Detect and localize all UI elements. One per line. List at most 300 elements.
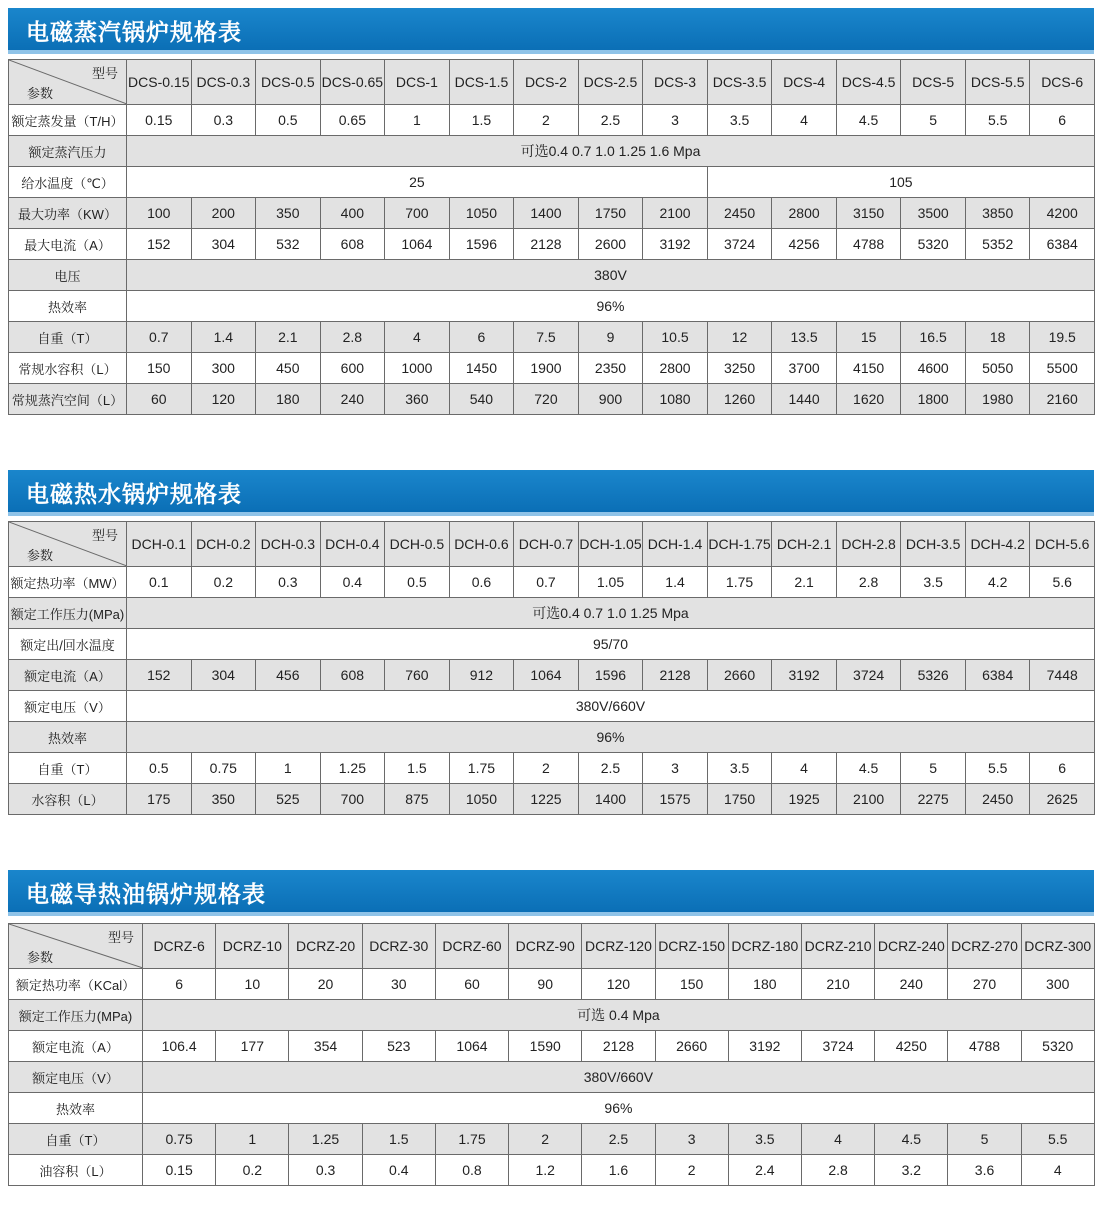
spec-row [9,353,1095,384]
value-cell: 450 [256,353,321,384]
value-cell: 1260 [707,384,772,415]
value-cell: 2.5 [582,1124,655,1155]
value-cell: 1620 [836,384,901,415]
value-cell: 5.5 [1021,1124,1094,1155]
value-cell: 1.5 [385,753,450,784]
value-cell: 9 [578,322,643,353]
value-cell: 16.5 [901,322,966,353]
value-cell: 5500 [1030,353,1095,384]
value-cell: 4 [1021,1155,1094,1186]
parameter-label-cell: 额定电流（A） [9,1031,143,1062]
value-cell: 3.5 [707,105,772,136]
value-cell: 300 [191,353,256,384]
value-cell: 19.5 [1030,322,1095,353]
value-cell: 4788 [836,229,901,260]
spec-row [9,167,1095,198]
value-cell: 540 [449,384,514,415]
value-cell: 2 [655,1155,728,1186]
value-cell: 15 [836,322,901,353]
value-cell: 1925 [772,784,837,815]
model-name-cell: DCS-6 [1030,60,1095,105]
value-cell: 60 [127,384,192,415]
parameter-label-cell: 自重（T） [9,322,127,353]
value-cell: 1.5 [362,1124,435,1155]
value-cell: 2660 [655,1031,728,1062]
value-cell: 0.75 [143,1124,216,1155]
value-cell: 2450 [707,198,772,229]
value-cell: 2100 [643,198,708,229]
model-name-cell: DCRZ-210 [801,924,874,969]
value-cell: 240 [320,384,385,415]
model-name-cell: DCS-0.65 [320,60,385,105]
model-name-cell: DCS-2.5 [578,60,643,105]
merged-value-cell: 380V/660V [143,1062,1095,1093]
spec-row [9,291,1095,322]
value-cell: 2160 [1030,384,1095,415]
oil-boiler-title-bar [8,870,1094,916]
value-cell: 525 [256,784,321,815]
parameter-label-cell: 电压 [9,260,127,291]
value-cell: 5.6 [1030,567,1095,598]
value-cell: 6384 [1030,229,1095,260]
hotwater-boiler-title: 电磁热水锅炉规格表 [26,482,242,508]
value-cell: 0.2 [216,1155,289,1186]
value-cell: 400 [320,198,385,229]
value-cell: 60 [435,969,508,1000]
value-cell: 120 [582,969,655,1000]
parameter-label-cell: 给水温度（℃） [9,167,127,198]
model-name-cell: DCS-4.5 [836,60,901,105]
parameter-label-cell: 最大功率（KW） [9,198,127,229]
model-name-cell: DCRZ-20 [289,924,362,969]
value-cell: 6 [449,322,514,353]
merged-value-cell: 96% [127,722,1095,753]
value-cell: 90 [509,969,582,1000]
spec-row [9,567,1095,598]
value-cell: 13.5 [772,322,837,353]
value-cell: 720 [514,384,579,415]
spec-row [9,1093,1095,1124]
value-cell: 532 [256,229,321,260]
value-cell: 5050 [965,353,1030,384]
model-name-cell: DCH-0.6 [449,522,514,567]
value-cell: 10 [216,969,289,1000]
value-cell: 2.5 [578,753,643,784]
model-name-cell: DCH-2.1 [772,522,837,567]
value-cell: 4 [801,1124,874,1155]
model-name-cell: DCH-0.1 [127,522,192,567]
value-cell: 0.4 [362,1155,435,1186]
value-cell: 2 [514,105,579,136]
spec-row [9,660,1095,691]
value-cell: 0.6 [449,567,514,598]
parameter-label-cell: 热效率 [9,1093,143,1124]
model-name-cell: DCS-3 [643,60,708,105]
value-cell: 4 [385,322,450,353]
value-cell: 1750 [707,784,772,815]
parameter-label-cell: 自重（T） [9,1124,143,1155]
value-cell: 4150 [836,353,901,384]
model-name-cell: DCRZ-150 [655,924,728,969]
parameter-label-cell: 水容积（L） [9,784,127,815]
value-cell: 2 [509,1124,582,1155]
value-cell: 3150 [836,198,901,229]
value-cell: 1080 [643,384,708,415]
value-cell: 30 [362,969,435,1000]
value-cell: 4 [772,753,837,784]
value-cell: 3.2 [875,1155,948,1186]
value-cell: 20 [289,969,362,1000]
value-cell: 912 [449,660,514,691]
hotwater-boiler-title-bar [8,470,1094,516]
corner-header-cell [9,522,127,567]
value-cell: 3192 [728,1031,801,1062]
value-cell: 177 [216,1031,289,1062]
value-cell: 354 [289,1031,362,1062]
value-cell: 2800 [772,198,837,229]
corner-label-model: 型号 [91,66,118,81]
value-cell: 3724 [707,229,772,260]
parameter-label-cell: 油容积（L） [9,1155,143,1186]
value-cell: 2.1 [772,567,837,598]
value-cell: 150 [127,353,192,384]
value-cell: 0.15 [127,105,192,136]
steam-boiler-section [8,8,1094,408]
spec-row [9,1124,1095,1155]
value-cell: 1.25 [289,1124,362,1155]
value-cell: 4250 [875,1031,948,1062]
value-cell: 4200 [1030,198,1095,229]
value-cell: 2275 [901,784,966,815]
value-cell: 1064 [385,229,450,260]
spec-row [9,598,1095,629]
value-cell: 0.5 [385,567,450,598]
value-cell: 304 [191,229,256,260]
oil-boiler-title: 电磁导热油锅炉规格表 [26,882,266,908]
parameter-label-cell: 额定电流（A） [9,660,127,691]
spec-row [9,722,1095,753]
value-cell: 1.75 [435,1124,508,1155]
parameter-label-cell: 额定热功率（MW） [9,567,127,598]
value-cell: 152 [127,229,192,260]
value-cell: 3500 [901,198,966,229]
value-cell: 2800 [643,353,708,384]
value-cell: 6 [1030,105,1095,136]
value-cell: 6384 [965,660,1030,691]
value-cell: 3192 [643,229,708,260]
value-cell: 4.5 [875,1124,948,1155]
value-cell: 2350 [578,353,643,384]
model-name-cell: DCH-0.5 [385,522,450,567]
value-cell: 5.5 [965,105,1030,136]
value-cell: 523 [362,1031,435,1062]
model-name-cell: DCH-0.2 [191,522,256,567]
value-cell: 5.5 [965,753,1030,784]
value-cell: 5 [948,1124,1021,1155]
model-name-cell: DCH-0.3 [256,522,321,567]
value-cell: 0.1 [127,567,192,598]
parameter-label-cell: 额定电压（V） [9,1062,143,1093]
spec-row [9,1155,1095,1186]
value-cell: 2128 [514,229,579,260]
value-cell: 1440 [772,384,837,415]
parameter-label-cell: 额定蒸发量（T/H） [9,105,127,136]
model-name-cell: DCRZ-60 [435,924,508,969]
spec-row [9,629,1095,660]
corner-label-model: 型号 [91,528,118,543]
value-cell: 3.5 [707,753,772,784]
value-cell: 2625 [1030,784,1095,815]
value-cell: 1 [216,1124,289,1155]
spec-row [9,260,1095,291]
model-name-cell: DCH-1.05 [578,522,643,567]
parameter-label-cell: 额定电压（V） [9,691,127,722]
model-header-row [9,60,1095,105]
parameter-label-cell: 最大电流（A） [9,229,127,260]
value-cell: 600 [320,353,385,384]
model-name-cell: DCS-0.3 [191,60,256,105]
value-cell: 2.5 [578,105,643,136]
value-cell: 1.4 [643,567,708,598]
corner-label-model: 型号 [107,930,134,945]
value-cell: 2660 [707,660,772,691]
value-cell: 1980 [965,384,1030,415]
hotwater-boiler-spec-table [8,521,1095,815]
value-cell: 2 [514,753,579,784]
model-name-cell: DCS-2 [514,60,579,105]
value-cell: 1050 [449,198,514,229]
value-cell: 0.5 [256,105,321,136]
value-cell: 1.75 [707,567,772,598]
value-cell: 5326 [901,660,966,691]
value-cell: 4256 [772,229,837,260]
spec-row [9,753,1095,784]
parameter-label-cell: 额定工作压力(MPa) [9,1000,143,1031]
value-cell: 7448 [1030,660,1095,691]
value-cell: 2.4 [728,1155,801,1186]
model-name-cell: DCRZ-90 [509,924,582,969]
value-cell: 180 [256,384,321,415]
value-cell: 760 [385,660,450,691]
model-name-cell: DCH-0.7 [514,522,579,567]
value-cell: 900 [578,384,643,415]
merged-value-cell: 95/70 [127,629,1095,660]
value-cell: 3 [643,105,708,136]
value-cell: 456 [256,660,321,691]
value-cell: 350 [191,784,256,815]
value-cell: 0.2 [191,567,256,598]
hotwater-boiler-section [8,470,1094,808]
value-cell: 1900 [514,353,579,384]
value-cell: 875 [385,784,450,815]
value-cell: 1064 [514,660,579,691]
value-cell: 120 [191,384,256,415]
model-name-cell: DCH-1.75 [707,522,772,567]
value-cell: 1225 [514,784,579,815]
model-name-cell: DCH-5.6 [1030,522,1095,567]
spec-row [9,322,1095,353]
value-cell: 10.5 [643,322,708,353]
value-cell: 1.5 [449,105,514,136]
steam-boiler-spec-table [8,59,1095,415]
spec-row [9,969,1095,1000]
spec-row [9,1000,1095,1031]
model-name-cell: DCH-2.8 [836,522,901,567]
value-cell: 175 [127,784,192,815]
value-cell: 300 [1021,969,1094,1000]
value-cell: 1.25 [320,753,385,784]
model-name-cell: DCS-5.5 [965,60,1030,105]
oil-boiler-section [8,870,1094,1179]
value-cell: 1596 [578,660,643,691]
value-cell: 0.5 [127,753,192,784]
value-cell: 0.7 [127,322,192,353]
value-cell: 5352 [965,229,1030,260]
value-cell: 0.7 [514,567,579,598]
value-cell: 200 [191,198,256,229]
value-cell: 0.65 [320,105,385,136]
spec-row [9,384,1095,415]
model-name-cell: DCRZ-240 [875,924,948,969]
corner-label-parameter: 参数 [27,86,54,101]
value-cell: 700 [385,198,450,229]
model-name-cell: DCS-0.5 [256,60,321,105]
value-cell: 2.8 [801,1155,874,1186]
value-cell: 0.75 [191,753,256,784]
value-cell: 1590 [509,1031,582,1062]
parameter-label-cell: 热效率 [9,291,127,322]
model-name-cell: DCRZ-6 [143,924,216,969]
value-cell: 1064 [435,1031,508,1062]
spec-row [9,691,1095,722]
value-cell: 4.2 [965,567,1030,598]
merged-value-cell: 96% [143,1093,1095,1124]
value-cell: 304 [191,660,256,691]
value-cell: 2128 [582,1031,655,1062]
value-cell: 1.2 [509,1155,582,1186]
value-cell: 2.8 [320,322,385,353]
merged-value-cell: 可选0.4 0.7 1.0 1.25 Mpa [127,598,1095,629]
spec-row [9,1031,1095,1062]
value-cell: 2450 [965,784,1030,815]
model-name-cell: DCRZ-300 [1021,924,1094,969]
value-cell: 4.5 [836,753,901,784]
value-cell: 5 [901,753,966,784]
value-cell: 1.4 [191,322,256,353]
merged-value-cell: 25 [127,167,708,198]
spec-row [9,1062,1095,1093]
spec-row [9,136,1095,167]
value-cell: 1.05 [578,567,643,598]
value-cell: 0.3 [191,105,256,136]
value-cell: 360 [385,384,450,415]
value-cell: 106.4 [143,1031,216,1062]
model-name-cell: DCRZ-120 [582,924,655,969]
model-name-cell: DCH-0.4 [320,522,385,567]
value-cell: 1450 [449,353,514,384]
model-name-cell: DCS-1.5 [449,60,514,105]
value-cell: 3700 [772,353,837,384]
value-cell: 1 [256,753,321,784]
value-cell: 1400 [514,198,579,229]
value-cell: 4600 [901,353,966,384]
model-name-cell: DCS-0.15 [127,60,192,105]
parameter-label-cell: 常规水容积（L） [9,353,127,384]
spec-row [9,784,1095,815]
corner-label-parameter: 参数 [27,548,54,563]
merged-value-cell: 105 [707,167,1094,198]
value-cell: 3.6 [948,1155,1021,1186]
model-name-cell: DCRZ-180 [728,924,801,969]
model-name-cell: DCH-1.4 [643,522,708,567]
model-name-cell: DCS-4 [772,60,837,105]
value-cell: 3 [643,753,708,784]
model-header-row [9,924,1095,969]
value-cell: 150 [655,969,728,1000]
value-cell: 2.8 [836,567,901,598]
spec-row [9,229,1095,260]
value-cell: 18 [965,322,1030,353]
value-cell: 3250 [707,353,772,384]
value-cell: 2600 [578,229,643,260]
corner-header-cell [9,60,127,105]
model-name-cell: DCS-5 [901,60,966,105]
model-header-row [9,522,1095,567]
value-cell: 1750 [578,198,643,229]
value-cell: 2100 [836,784,901,815]
value-cell: 1.6 [582,1155,655,1186]
value-cell: 0.15 [143,1155,216,1186]
spec-row [9,105,1095,136]
value-cell: 1050 [449,784,514,815]
merged-value-cell: 可选 0.4 Mpa [143,1000,1095,1031]
model-name-cell: DCRZ-30 [362,924,435,969]
value-cell: 2.1 [256,322,321,353]
corner-label-parameter: 参数 [27,950,54,965]
model-name-cell: DCRZ-10 [216,924,289,969]
value-cell: 12 [707,322,772,353]
merged-value-cell: 380V/660V [127,691,1095,722]
oil-boiler-spec-table [8,923,1095,1186]
value-cell: 0.3 [256,567,321,598]
value-cell: 2128 [643,660,708,691]
model-name-cell: DCRZ-270 [948,924,1021,969]
value-cell: 1 [385,105,450,136]
value-cell: 4788 [948,1031,1021,1062]
value-cell: 6 [1030,753,1095,784]
model-name-cell: DCS-3.5 [707,60,772,105]
value-cell: 3 [655,1124,728,1155]
value-cell: 100 [127,198,192,229]
value-cell: 3192 [772,660,837,691]
model-name-cell: DCH-3.5 [901,522,966,567]
value-cell: 240 [875,969,948,1000]
steam-boiler-title-bar [8,8,1094,54]
spec-row [9,198,1095,229]
parameter-label-cell: 热效率 [9,722,127,753]
value-cell: 0.3 [289,1155,362,1186]
value-cell: 7.5 [514,322,579,353]
parameter-label-cell: 额定热功率（KCal） [9,969,143,1000]
merged-value-cell: 380V [127,260,1095,291]
value-cell: 0.4 [320,567,385,598]
value-cell: 3850 [965,198,1030,229]
value-cell: 700 [320,784,385,815]
value-cell: 152 [127,660,192,691]
value-cell: 4.5 [836,105,901,136]
merged-value-cell: 96% [127,291,1095,322]
corner-header-cell [9,924,143,969]
